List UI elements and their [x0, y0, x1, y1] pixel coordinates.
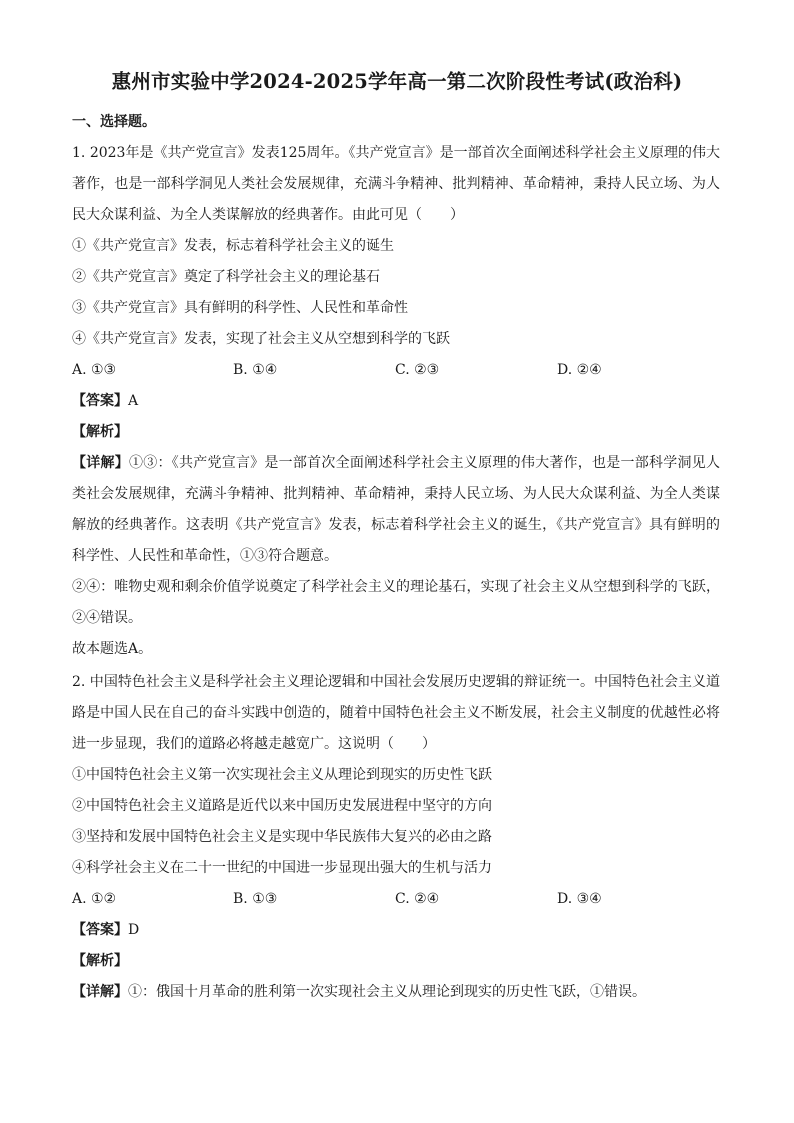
- answer-line: [72, 920, 139, 940]
- detail-text: ①：俄国十月革命的胜利第一次实现社会主义从理论到现实的历史性飞跃，①错误。: [128, 984, 646, 1000]
- option-c: C. ②④: [395, 891, 440, 907]
- detail-line: [72, 453, 720, 473]
- detail-text: ①③：《共产党宣言》是一部首次全面阐述科学社会主义原理的伟大著作，也是一部科学洞见人: [128, 455, 721, 471]
- answer-value: D: [128, 922, 140, 938]
- exam-title: 惠州市实验中学2024-2025学年高一第二次阶段性考试(政治科): [111, 70, 683, 93]
- detail-line: ②④：唯物史观和剩余价值学说奠定了科学社会主义的理论基石，实现了社会主义从空想到科学的飞跃，: [72, 579, 720, 595]
- statement-line: ③坚持和发展中国特色社会主义是实现中华民族伟大复兴的必由之路: [72, 829, 492, 845]
- statement-line: ④科学社会主义在二十一世纪的中国进一步显现出强大的生机与活力: [72, 860, 492, 876]
- question-stem-line: 1. 2023年是《共产党宣言》发表125周年。《共产党宣言》是一部首次全面阐述科学社会主义原理的伟大: [72, 145, 720, 161]
- statement-line: ①中国特色社会主义第一次实现社会主义从理论到现实的历史性飞跃: [72, 767, 492, 783]
- question-stem-line: 进一步显现，我们的道路必将越走越宽广。这说明（ ）: [72, 736, 436, 752]
- answer-tag: 【答案】: [72, 393, 128, 409]
- answer-tag: 【答案】: [72, 922, 128, 938]
- detail-tag: 【详解】: [72, 455, 129, 471]
- detail-line: 故本题选A。: [72, 641, 153, 657]
- detail-line: 科学性、人民性和革命性，①③符合题意。: [72, 548, 338, 564]
- question-stem-line: 著作，也是一部科学洞见人类社会发展规律，充满斗争精神、批判精神、革命精神，秉持人民立场、为人: [72, 176, 720, 192]
- option-a: A. ①③: [72, 362, 117, 378]
- statement-line: ①《共产党宣言》发表，标志着科学社会主义的诞生: [72, 238, 394, 254]
- statement-line: ④《共产党宣言》发表，实现了社会主义从空想到科学的飞跃: [72, 331, 450, 347]
- analysis-tag: 【解析】: [72, 424, 128, 440]
- question-stem-line: 民大众谋利益、为全人类谋解放的经典著作。由此可见（ ）: [72, 207, 464, 223]
- detail-line: [72, 982, 646, 1002]
- statement-line: ②中国特色社会主义道路是近代以来中国历史发展进程中坚守的方向: [72, 798, 492, 814]
- option-a: A. ①②: [72, 891, 117, 907]
- detail-tag: 【详解】: [72, 984, 128, 1000]
- question-stem-line: 2. 中国特色社会主义是科学社会主义理论逻辑和中国社会发展历史逻辑的辩证统一。中国特色社会主义道: [72, 674, 720, 690]
- section-heading: 一、选择题。: [72, 114, 156, 130]
- detail-line: 类社会发展规律，充满斗争精神、批判精神、革命精神，秉持人民立场、为人民大众谋利益、为全人类谋: [72, 486, 720, 502]
- option-b: B. ①③: [233, 891, 278, 907]
- answer-line: [72, 391, 138, 411]
- option-d: D. ③④: [557, 891, 602, 907]
- option-d: D. ②④: [557, 362, 602, 378]
- option-c: C. ②③: [395, 362, 440, 378]
- detail-line: 解放的经典著作。这表明《共产党宣言》发表，标志着科学社会主义的诞生，《共产党宣言》具有鲜明的: [72, 517, 720, 533]
- question-stem-line: 路是中国人民在自己的奋斗实践中创造的，随着中国特色社会主义不断发展，社会主义制度的优越性必将: [72, 705, 720, 721]
- statement-line: ②《共产党宣言》奠定了科学社会主义的理论基石: [72, 269, 380, 285]
- option-b: B. ①④: [233, 362, 278, 378]
- analysis-tag: 【解析】: [72, 953, 128, 969]
- statement-line: ③《共产党宣言》具有鲜明的科学性、人民性和革命性: [72, 300, 408, 316]
- detail-line: ②④错误。: [72, 610, 142, 626]
- answer-value: A: [128, 393, 139, 409]
